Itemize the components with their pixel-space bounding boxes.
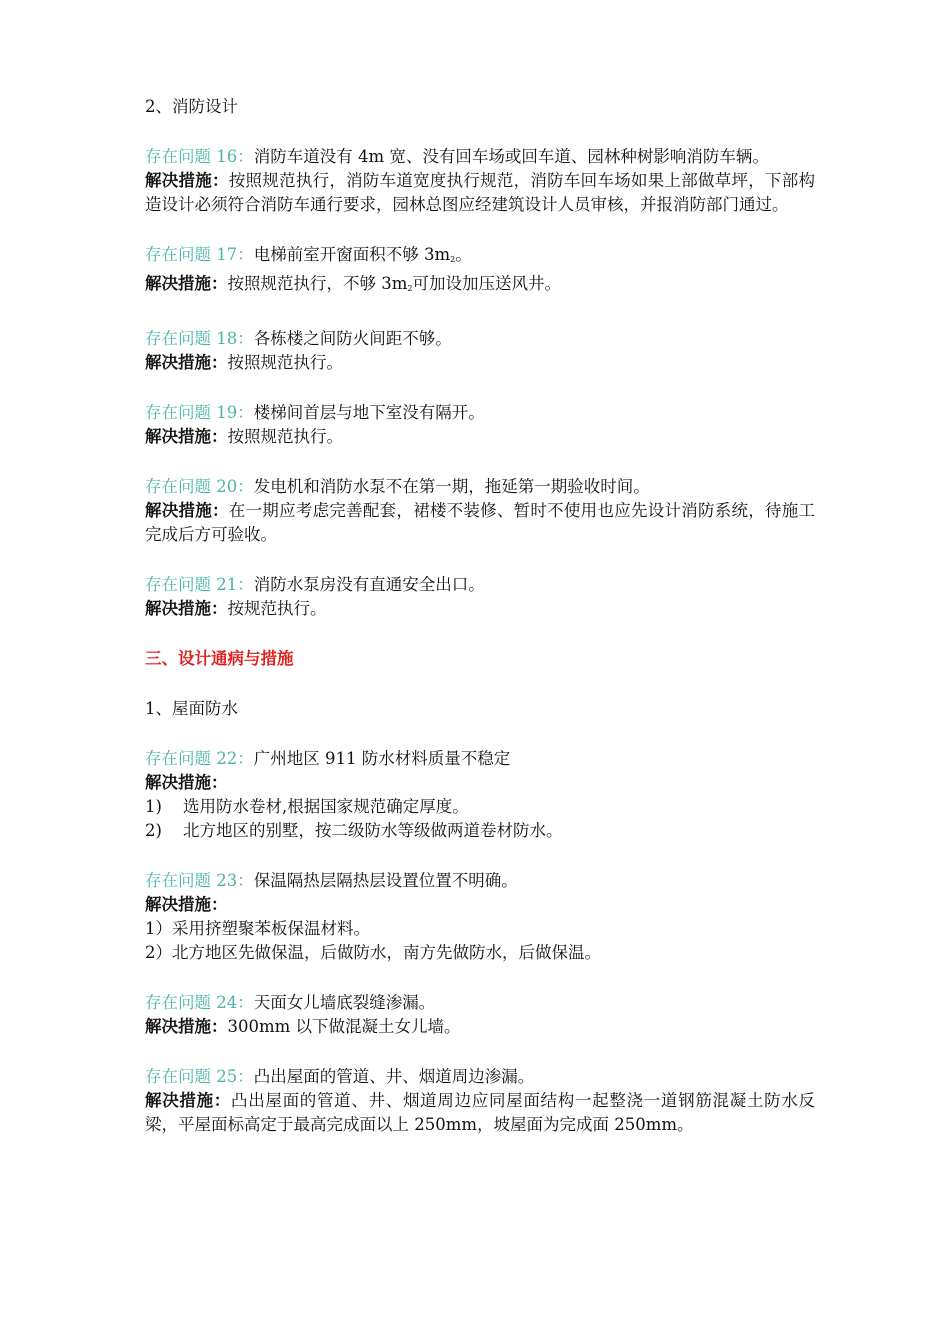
issue-label: 存在问题 16： bbox=[145, 147, 254, 166]
solution-label: 解决措施： bbox=[145, 427, 228, 446]
issue-label: 存在问题 18： bbox=[145, 329, 254, 348]
issue-20-solution bbox=[145, 499, 815, 547]
issue-17-problem bbox=[145, 243, 815, 272]
issue-text: 消防车道没有 4m 宽、没有回车场或回车道、园林种树影响消防车辆。 bbox=[253, 147, 769, 166]
solution-text: 300mm 以下做混凝土女儿墙。 bbox=[227, 1017, 461, 1036]
issue-25-solution bbox=[145, 1089, 815, 1137]
issue-text-end: 。 bbox=[455, 245, 472, 264]
list-item bbox=[145, 795, 815, 819]
issue-25-problem bbox=[145, 1065, 815, 1089]
list-item: 2）北方地区先做保温，后做防水，南方先做防水，后做保温。 bbox=[145, 943, 601, 962]
issue-text: 保温隔热层隔热层设置位置不明确。 bbox=[253, 871, 518, 890]
issue-17 bbox=[145, 243, 815, 301]
issue-21 bbox=[145, 573, 815, 621]
issue-22 bbox=[145, 747, 815, 843]
issue-label: 存在问题 25： bbox=[145, 1067, 254, 1086]
issue-label: 存在问题 19： bbox=[145, 403, 254, 422]
issue-21-solution bbox=[145, 597, 815, 621]
issue-24-solution bbox=[145, 1015, 815, 1039]
list-text: 北方地区的别墅，按二级防水等级做两道卷材防水。 bbox=[183, 821, 563, 840]
issue-23-problem bbox=[145, 869, 815, 893]
issue-24 bbox=[145, 991, 815, 1039]
issue-21-problem bbox=[145, 573, 815, 597]
solution-label: 解决措施： bbox=[145, 1017, 228, 1036]
unit-subscript: 2 bbox=[450, 255, 456, 264]
solution-label: 解决措施： bbox=[145, 599, 228, 618]
document-page bbox=[145, 95, 815, 1137]
issue-18-solution bbox=[145, 351, 815, 375]
solution-text: 在一期应考虑完善配套，裙楼不装修、暂时不使用也应先设计消防系统，待施工完成后方可验收。 bbox=[145, 501, 816, 544]
issue-label: 存在问题 24： bbox=[145, 993, 254, 1012]
solution-text: 按规范执行。 bbox=[227, 599, 327, 618]
unit-subscript: 2 bbox=[407, 284, 413, 293]
issue-19-problem bbox=[145, 401, 815, 425]
issue-text: 楼梯间首层与地下室没有隔开。 bbox=[253, 403, 485, 422]
issue-18-problem bbox=[145, 327, 815, 351]
list-number: 2) bbox=[145, 821, 162, 840]
solution-label: 解决措施： bbox=[145, 895, 228, 914]
solution-label: 解决措施： bbox=[145, 501, 229, 520]
issue-16 bbox=[145, 145, 815, 217]
issue-25 bbox=[145, 1065, 815, 1137]
solution-label: 解决措施： bbox=[145, 1091, 231, 1110]
issue-23 bbox=[145, 869, 815, 965]
issue-24-problem bbox=[145, 991, 815, 1015]
issue-20 bbox=[145, 475, 815, 547]
list-item bbox=[145, 819, 815, 843]
solution-text-end: 可加设加压送风井。 bbox=[412, 274, 561, 293]
issue-16-problem bbox=[145, 145, 815, 169]
issue-18 bbox=[145, 327, 815, 375]
solution-label: 解决措施： bbox=[145, 353, 228, 372]
solution-label: 解决措施： bbox=[145, 274, 228, 293]
issue-text: 消防水泵房没有直通安全出口。 bbox=[253, 575, 485, 594]
issue-text: 发电机和消防水泵不在第一期，拖延第一期验收时间。 bbox=[253, 477, 650, 496]
issue-text: 电梯前室开窗面积不够 3m bbox=[253, 245, 451, 264]
solution-text: 按照规范执行，不够 3m bbox=[227, 274, 408, 293]
solution-label: 解决措施： bbox=[145, 171, 229, 190]
issue-text: 凸出屋面的管道、井、烟道周边渗漏。 bbox=[253, 1067, 535, 1086]
solution-text: 按照规范执行。 bbox=[227, 427, 343, 446]
issue-20-problem bbox=[145, 475, 815, 499]
issue-17-solution bbox=[145, 272, 815, 301]
issue-23-solution bbox=[145, 893, 815, 917]
issue-label: 存在问题 20： bbox=[145, 477, 254, 496]
issue-label: 存在问题 22： bbox=[145, 749, 254, 768]
list-item: 1）采用挤塑聚苯板保温材料。 bbox=[145, 919, 370, 938]
issue-22-problem bbox=[145, 747, 815, 771]
solution-text: 凸出屋面的管道、井、烟道周边应同屋面结构一起整浇一道钢筋混凝土防水反梁，平屋面标高定于最高完成面以上 250mm，坡屋面为完成面 250mm。 bbox=[145, 1091, 816, 1134]
solution-text: 按照规范执行，消防车道宽度执行规范，消防车回车场如果上部做草坪，下部构造设计必须符合消防车通行要求，园林总图应经建筑设计人员审核，并报消防部门通过。 bbox=[145, 171, 816, 214]
section-fire-design: 2、消防设计 bbox=[145, 97, 238, 116]
list-text: 选用防水卷材,根据国家规范确定厚度。 bbox=[183, 797, 469, 816]
solution-text: 按照规范执行。 bbox=[227, 353, 343, 372]
issue-19 bbox=[145, 401, 815, 449]
issue-19-solution bbox=[145, 425, 815, 449]
solution-label: 解决措施： bbox=[145, 773, 228, 792]
section-roof-waterproofing: 1、屋面防水 bbox=[145, 699, 238, 718]
issue-text: 广州地区 911 防水材料质量不稳定 bbox=[253, 749, 511, 768]
issue-label: 存在问题 21： bbox=[145, 575, 254, 594]
issue-text: 天面女儿墙底裂缝渗漏。 bbox=[253, 993, 436, 1012]
chapter-heading: 三、设计通病与措施 bbox=[145, 649, 294, 668]
issue-label: 存在问题 17： bbox=[145, 245, 254, 264]
issue-text: 各栋楼之间防火间距不够。 bbox=[253, 329, 452, 348]
issue-22-solution bbox=[145, 771, 815, 795]
issue-label: 存在问题 23： bbox=[145, 871, 254, 890]
issue-16-solution bbox=[145, 169, 815, 217]
list-number: 1) bbox=[145, 797, 162, 816]
